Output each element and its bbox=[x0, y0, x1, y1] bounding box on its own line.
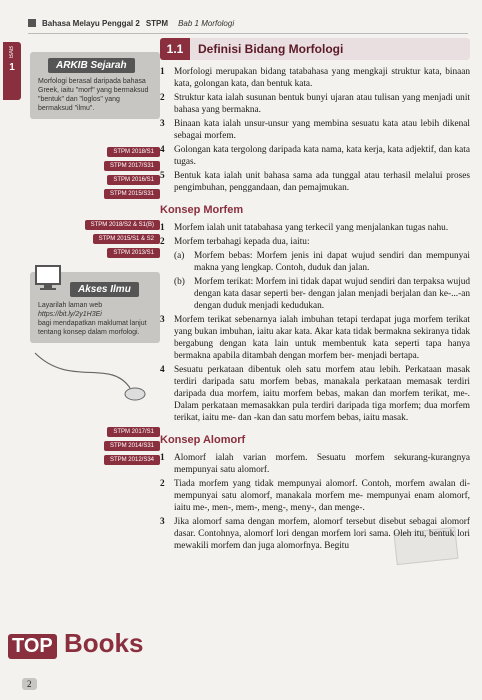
stpm-tag: STPM 2016/S1 bbox=[107, 175, 160, 185]
definisi-5: Bentuk kata ialah unit bahasa sama ada tunggal atau terhasil melalui proses pengimbuhan, penggandaan, dan pemajmukan. bbox=[174, 171, 470, 193]
list-item: 2 Struktur kata ialah susunan bentuk bunyi ujaran atau tulisan yang menjadi unit bahasa yang bermakna. bbox=[160, 93, 470, 115]
list-item: 2 Tiada morfem yang tidak mempunyai alomorf. Contoh, morfem awalan di- mempunyai satu alomorf, manakala morfem me- mempunyai enam alomorf, iaitu me-, men-, mem-, meng-, meny-, dan menge-. bbox=[160, 479, 470, 513]
morfem-3: Morfem terikat sebenarnya ialah imbuhan tetapi terdapat juga morfem terikat yang bukan imbuhan, iaitu akar kata. Akar kata tidak bermakna sekiranya tidak bergabung dengan kata lain untuk membentuk kata seperti tapa hanya bermakna apabila ditambah dengan morfem ber- menjadi bertapa. bbox=[174, 315, 470, 361]
topbooks-logo bbox=[8, 628, 143, 659]
morfem-2a: Morfem bebas: Morfem jenis ini dapat wujud sendiri dan mempunyai makna yang lengkap. Contoh, duduk dan jalan. bbox=[194, 251, 470, 273]
header-icon bbox=[28, 19, 36, 27]
definisi-3: Binaan kata ialah unsur-unsur yang membina sesuatu kata atau lebih dikenal sebagai morfem. bbox=[174, 119, 470, 141]
logo-top: TOP bbox=[8, 634, 57, 659]
logo-books: Books bbox=[64, 628, 144, 658]
definisi-2: Struktur kata ialah susunan bentuk bunyi ujaran atau tulisan yang menjadi unit bahasa yang bermakna. bbox=[174, 93, 470, 115]
akses-title: Akses Ilmu bbox=[70, 282, 139, 297]
list-item: 3 Morfem terikat sebenarnya ialah imbuhan tetapi terdapat juga morfem terikat yang bukan imbuhan, iaitu akar kata. Akar kata tidak bermakna sekiranya tidak bergabung dengan kata lain untuk membentuk kata seperti tapa hanya bermakna apabila ditambah dengan morfem ber- menjadi bertapa. bbox=[160, 315, 470, 361]
main-content bbox=[160, 38, 470, 554]
stpm-tags-group2 bbox=[30, 218, 160, 260]
alomorf-2: Tiada morfem yang tidak mempunyai alomorf. Contoh, morfem awalan di- mempunyai satu alomorf, manakala morfem me- mempunyai enam alomorf, iaitu me-, men-, mem-, meng-, meny-, dan menge-. bbox=[174, 479, 470, 513]
stpm-tag: STPM 2014/S31 bbox=[104, 441, 160, 451]
book-title: Bahasa Melayu Penggal 2 bbox=[42, 18, 140, 28]
header-divider bbox=[28, 33, 468, 34]
stpm-tag: STPM 2018/S2 & S1(B) bbox=[85, 220, 160, 230]
list-item: 5 Bentuk kata ialah unit bahasa sama ada tunggal atau terhasil melalui proses pengimbuhan, penggandaan, dan pemajmukan. bbox=[160, 171, 470, 193]
section-number: 1.1 bbox=[166, 42, 184, 56]
section-title: Definisi Bidang Morfologi bbox=[198, 42, 344, 56]
akses-text-2: bagi mendapatkan maklumat lanjut tentang konsep dalam morfologi. bbox=[38, 320, 147, 336]
stpm-tag: STPM 2013/S1 bbox=[107, 248, 160, 258]
alomorf-3: Jika alomorf sama dengan morfem, alomorf tersebut disebut sebagai alomorf dasar. Contohnya, alomorf lori dengan morfem lori sama. Oleh itu, bentuk lori mewakili morfem dan juga alomorfnya. Begitu bbox=[174, 517, 470, 551]
stpm-tag: STPM 2012/S34 bbox=[104, 455, 160, 465]
section-header bbox=[160, 38, 470, 60]
list-item: 3 Binaan kata ialah unsur-unsur yang membina sesuatu kata atau lebih dikenal sebagai morfem. bbox=[160, 119, 470, 141]
list-item: 1 Alomorf ialah varian morfem. Sesuatu morfem sekurang-kurangnya mempunyai satu alomorf. bbox=[160, 453, 470, 475]
stpm-tag: STPM 2015/S1 & S2 bbox=[93, 234, 160, 244]
subsection-title: Konsep Alomorf bbox=[160, 434, 246, 446]
stpm-label: STPM bbox=[145, 18, 169, 28]
stpm-tag: STPM 2017/S1 bbox=[107, 427, 160, 437]
sub-list-item: (a) Morfem bebas: Morfem jenis ini dapat wujud sendiri dan mempunyai makna yang lengkap. Contoh, duduk dan jalan. bbox=[174, 251, 470, 273]
morfem-2b: Morfem terikat: Morfem ini tidak dapat wujud sendiri dan terpaksa wujud dengan kata dasar seperti ber- dengan jalan menjadi berjalan dan ke-...-an dengan duduk menjadi kedudukan. bbox=[194, 277, 470, 311]
sub-list-item: (b) Morfem terikat: Morfem ini tidak dapat wujud sendiri dan terpaksa wujud dengan kata dasar seperti ber- dengan jalan menjadi berjalan dan ke-...-an dengan duduk menjadi kedudukan. bbox=[174, 277, 470, 311]
akses-text bbox=[30, 301, 160, 343]
alomorf-1: Alomorf ialah varian morfem. Sesuatu morfem sekurang-kurangnya mempunyai satu alomorf. bbox=[174, 453, 470, 475]
stpm-tag: STPM 2017/S31 bbox=[104, 161, 160, 171]
chapter-tab bbox=[3, 42, 21, 100]
chapter-tab-label: BAB bbox=[9, 46, 15, 59]
computer-icon bbox=[30, 262, 90, 302]
list-item: 4 Golongan kata tergolong daripada kata nama, kata kerja, kata adjektif, dan kata tugas. bbox=[160, 145, 470, 167]
chapter-tab-number: 1 bbox=[9, 62, 15, 74]
arkib-title: ARKIB Sejarah bbox=[48, 58, 135, 73]
definisi-1: Morfologi merupakan bidang tatabahasa yang mengkaji struktur kata, binaan kata, golongan kata, dan bentuk kata. bbox=[174, 67, 470, 89]
morfem-1: Morfem ialah unit tatabahasa yang terkecil yang menjalankan tugas nahu. bbox=[174, 223, 449, 233]
akses-link[interactable]: https://bit.ly/2y1H3Ei bbox=[38, 311, 102, 318]
stpm-tag: STPM 2015/S31 bbox=[104, 189, 160, 199]
mouse-cable-icon bbox=[30, 348, 160, 408]
chapter-label: Bab 1 Morfologi bbox=[178, 18, 235, 28]
definisi-4: Golongan kata tergolong daripada kata nama, kata kerja, kata adjektif, dan kata tugas. bbox=[174, 145, 470, 167]
arkib-box bbox=[30, 52, 160, 119]
stpm-tags-group1 bbox=[30, 145, 160, 201]
list-item: 1 Morfem ialah unit tatabahasa yang terkecil yang menjalankan tugas nahu. bbox=[160, 222, 470, 234]
stpm-tag: STPM 2018/S1 bbox=[107, 147, 160, 157]
morfem-2: Morfem terbahagi kepada dua, iaitu: bbox=[174, 237, 310, 247]
list-item: 1 Morfologi merupakan bidang tatabahasa yang mengkaji struktur kata, binaan kata, golongan kata, dan bentuk kata. bbox=[160, 67, 470, 89]
morfem-4: Sesuatu perkataan dibentuk oleh satu morfem atau lebih. Perkataan masak terdiri daripada satu morfem bebas, manakala perkataan memasak terdiri daripada dua morfem, iaitu morfem bebas, makan dan morfem terikat, me-. Dalam perkataan memasakkan pula terdiri daripada tiga morfem; dua morfem terikat, iaitu me- dan -kan dan satu morfem bebas, iaitu masak. bbox=[174, 365, 470, 423]
akses-text-1: Layarilah laman web bbox=[38, 302, 103, 309]
list-item: 3 Jika alomorf sama dengan morfem, alomorf tersebut disebut sebagai alomorf dasar. Contohnya, alomorf lori dengan morfem lori sama. Oleh itu, bentuk lori mewakili morfem dan juga alomorfnya. Begitu bbox=[160, 517, 470, 551]
list-item: 4 Sesuatu perkataan dibentuk oleh satu morfem atau lebih. Perkataan masak terdiri daripada satu morfem bebas, manakala perkataan memasak terdiri daripada dua morfem, iaitu morfem bebas, makan dan morfem terikat, me-. Dalam perkataan memasakkan pula terdiri daripada tiga morfem; dua morfem terikat, iaitu me- dan -kan dan satu morfem bebas, iaitu masak. bbox=[160, 365, 470, 423]
arkib-text: Morfologi berasal daripada bahasa Greek, iaitu "morf" yang bermaksud "bentuk" dan "loglos" yang bermaksud "ilmu". bbox=[38, 78, 149, 112]
list-item: 2 Morfem terbahagi kepada dua, iaitu: bbox=[160, 236, 470, 248]
running-header bbox=[28, 15, 458, 31]
page-number: 2 bbox=[22, 678, 37, 690]
subsection-title: Konsep Morfem bbox=[160, 204, 244, 216]
stpm-tags-group3 bbox=[30, 425, 160, 467]
